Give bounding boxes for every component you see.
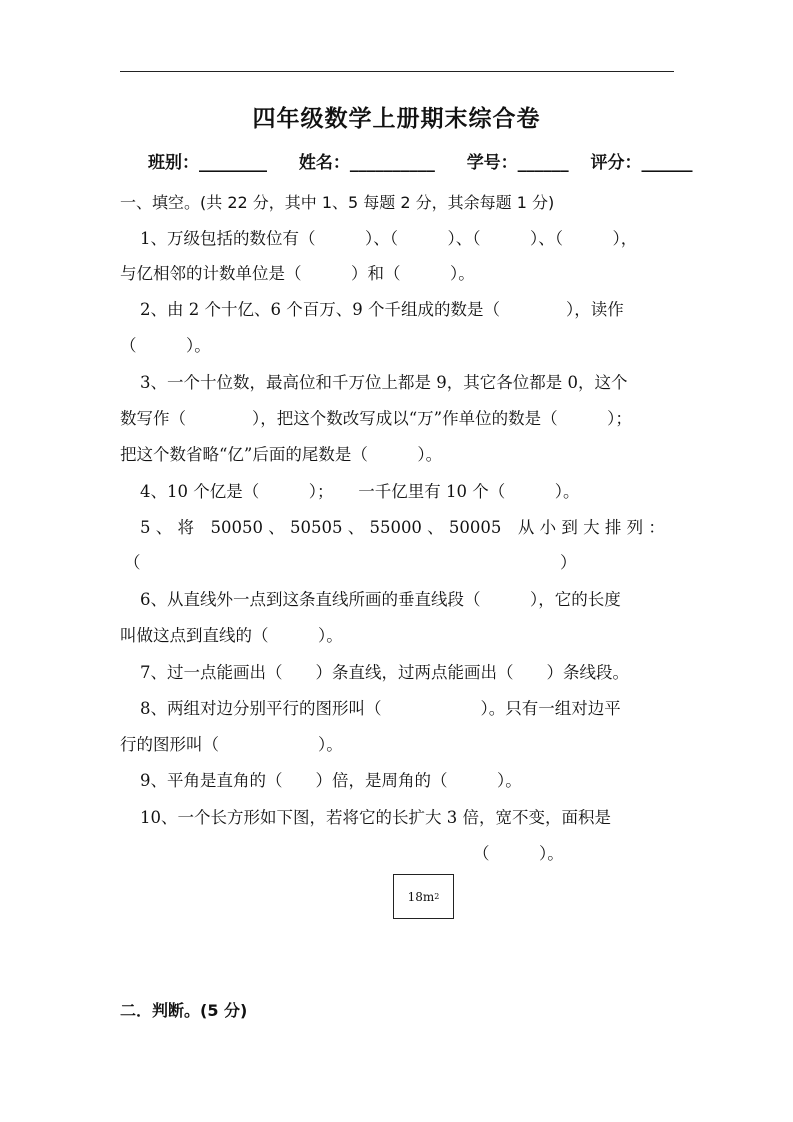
q10-line1: 10、一个长方形如下图，若将它的长扩大 3 倍，宽不变，面积是 (140, 808, 611, 827)
q3-line3: 把这个数省略“亿”后面的尾数是（ ）。 (120, 445, 443, 464)
page-title: 四年级数学上册期末综合卷 (252, 106, 541, 132)
q3-line1: 3、一个十位数，最高位和千万位上都是 9，其它各位都是 0，这个 (140, 373, 628, 392)
rectangle-figure (393, 874, 454, 919)
header-rule (120, 71, 674, 72)
figure-label: 18m (407, 889, 435, 904)
q7: 7、过一点能画出（ ）条直线，过两点能画出（ ）条线段。 (140, 663, 629, 682)
q6-line2: 叫做这点到直线的（ ）。 (120, 626, 343, 645)
q2-line1: 2、由 2 个十亿、6 个百万、9 个千组成的数是（ ），读作 (140, 300, 624, 319)
q3-line2: 数写作（ ），把这个数改写成以“万”作单位的数是（ ）； (120, 409, 632, 428)
score-field[interactable]: 评分：______ (590, 153, 693, 173)
q1-line2: 与亿相邻的计数单位是（ ）和（ ）。 (120, 264, 475, 283)
section1-heading: 一、填空。(共 22 分，其中 1、5 每题 2 分，其余每题 1 分) (120, 193, 555, 212)
q5-paren-close: ） (560, 553, 577, 572)
number-field[interactable]: 学号：______ (466, 153, 569, 173)
q8-line2: 行的图形叫（ ）。 (120, 735, 343, 754)
q10-line2: （ ）。 (473, 844, 564, 863)
q1-line1: 1、万级包括的数位有（ ）、（ ）、（ ）、（ ）， (140, 229, 638, 248)
q5-paren-open: （ (124, 553, 141, 572)
class-field[interactable]: 班别：________ (148, 153, 267, 173)
q2-line2: （ ）。 (120, 336, 211, 355)
q8-line1: 8、两组对边分别平行的图形叫（ ）。只有一组对边平 (140, 699, 621, 718)
name-field[interactable]: 姓名：__________ (298, 153, 435, 173)
section2-heading: 二．判断。(5 分) (120, 1001, 248, 1020)
q4: 4、10 个亿是（ ）； 一千亿里有 10 个（ ）。 (140, 482, 580, 501)
q6-line1: 6、从直线外一点到这条直线所画的垂直线段（ ），它的长度 (140, 590, 621, 609)
student-info-line (148, 148, 693, 173)
figure-sup: 2 (434, 892, 440, 901)
q9: 9、平角是直角的（ ）倍，是周角的（ ）。 (140, 771, 522, 790)
q5-line1: 5 、 将 50050 、 50505 、 55000 、 50005 从 小 到 大 排 列 ： (140, 518, 665, 537)
